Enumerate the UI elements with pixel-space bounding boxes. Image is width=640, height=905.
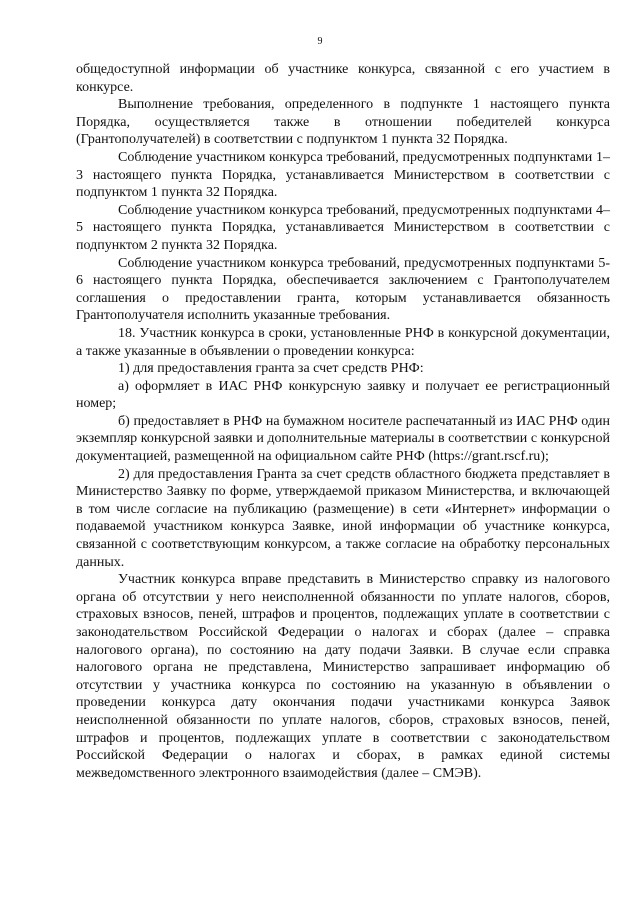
document-body: [76, 61, 610, 782]
paragraph: Соблюдение участником конкурса требований, предусмотренных подпунктами 5-6 настоящего пункта Порядка, обеспечивается заключением с Грантополучателем соглашения о предоставлении гранта, которым устанавливается обязанность Грантополучателя исполнить указанные требования.: [76, 255, 610, 324]
page-number: 9: [317, 36, 323, 47]
paragraph: а) оформляет в ИАС РНФ конкурсную заявку и получает ее регистрационный номер;: [76, 378, 610, 412]
paragraph: Участник конкурса вправе представить в Министерство справку из налогового органа об отсутствии у него неисполненной обязанности по уплате налогов, сборов, страховых взносов, пеней, штрафов и процентов, подлежащих уплате в соответствии с законодательством Российской Федерации о налогах и сборах (далее – справка налогового органа), по состоянию на дату подачи Заявки. В случае если справка налогового органа не представлена, Министерство запрашивает информацию об отсутствии у участника конкурса по состоянию на указанную в объявлении о проведении конкурса дату окончания подачи участниками конкурса Заявок неисполненной обязанности по уплате налогов, сборов, страховых взносов, пеней, штрафов и процентов, подлежащих уплате в соответствии с законодательством Российской Федерации о налогах и сборах, в рамках единой системы межведомственного электронного взаимодействия (далее – СМЭВ).: [76, 572, 610, 781]
paragraph: Соблюдение участником конкурса требований, предусмотренных подпунктами 1–3 настоящего пункта Порядка, устанавливается Министерством в соответствии с подпунктом 1 пункта 32 Порядка.: [76, 149, 610, 201]
paragraph: Выполнение требования, определенного в подпункте 1 настоящего пункта Порядка, осуществляется также в отношении победителей конкурса (Грантополучателей) в соответствии с подпунктом 1 пункта 32 Порядка.: [76, 97, 610, 148]
paragraph: 2) для предоставления Гранта за счет средств областного бюджета представляет в Министерство Заявку по форме, утверждаемой приказом Министерства, и включающей в том числе согласие на публикацию (размещение) в сети «Интернет» информации о подаваемой участником конкурса Заявке, иной информации об участнике конкурса, связанной с соответствующим конкурсом, а также согласие на обработку персональных данных.: [76, 466, 610, 570]
paragraph: 1) для предоставления гранта за счет средств РНФ:: [118, 361, 424, 377]
paragraph: 18. Участник конкурса в сроки, установленные РНФ в конкурсной документации, а также указанные в объявлении о проведении конкурса:: [76, 325, 610, 359]
paragraph: Соблюдение участником конкурса требований, предусмотренных подпунктами 4–5 настоящего пункта Порядка, устанавливается Министерством в соответствии с подпунктом 2 пункта 32 Порядка.: [76, 202, 610, 253]
paragraph: общедоступной информации об участнике конкурса, связанной с его участием в конкурсе.: [76, 62, 610, 95]
paragraph: б) предоставляет в РНФ на бумажном носителе распечатанный из ИАС РНФ один экземпляр конкурсной заявки и дополнительные материалы в соответствии с конкурсной документацией, размещенной на официальном сайте РНФ (https://grant.rscf.ru);: [76, 413, 610, 465]
